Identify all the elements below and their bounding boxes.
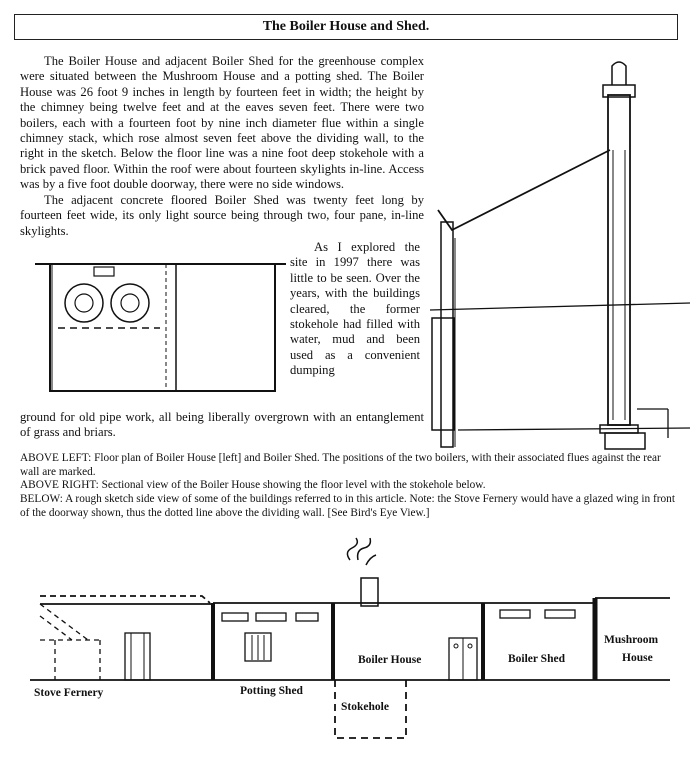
page-title: The Boiler House and Shed. <box>14 14 678 40</box>
label-stokehole: Stokehole <box>341 701 389 713</box>
floor-plan-diagram <box>35 264 286 391</box>
label-potting-shed: Potting Shed <box>240 685 303 697</box>
label-boiler-house: Boiler House <box>358 654 422 666</box>
paragraph-boiler-house: The Boiler House and adjacent Boiler Shed for the greenhouse complex were situated between the Mushroom House and a potting shed. The Boiler House was 26 foot 9 inches in length by fourteen feet in width; the height by the chimney being twelve feet and at the eaves seven feet. There were two boilers, each with a fourteen foot by nine inch diameter flue within a single chimney stack, which rose almost seven feet above the dividing wall, to the right in the sketch. Below the floor line was a nine foot deep stokehole with a brick paved floor. Within the roof were about fourteen skylights in-line. Access was by a five foot double doorway, there were no side windows. <box>20 54 424 192</box>
label-boiler-shed: Boiler Shed <box>508 653 565 665</box>
caption-below: BELOW: A rough sketch side view of some of the buildings referred to in this article. Note: the Stove Fernery would have a glazed wing in front of the doorway shown, thus the dotted line above the dividing wall. [See Bird's Eye View.] <box>20 493 675 519</box>
label-stove-fernery: Stove Fernery <box>34 687 104 699</box>
caption-above-left: ABOVE LEFT: Floor plan of Boiler House [left] and Boiler Shed. The positions of the two boilers, with their associated flues against the rear wall are marked. <box>20 452 661 478</box>
section-view-diagram <box>430 62 690 449</box>
paragraph-exploration-cont: ground for old pipe work, all being liberally overgrown with an entanglement of grass and briars. <box>20 410 424 440</box>
paragraph-exploration: As I explored the site in 1997 there was little to be seen. Over the years, with the buildings cleared, the former stokehole had filled with water, mud and been used as a convenient dumping <box>290 240 420 378</box>
caption-above-right: ABOVE RIGHT: Sectional view of the Boiler House showing the floor level with the stokehole below. <box>20 479 486 491</box>
paragraph-boiler-shed: The adjacent concrete floored Boiler Shed was twenty feet long by fourteen feet wide, its only light source being through two, four pane, in-line skylights. <box>20 193 424 238</box>
label-mushroom: Mushroom <box>604 634 659 646</box>
label-house: House <box>622 652 653 664</box>
